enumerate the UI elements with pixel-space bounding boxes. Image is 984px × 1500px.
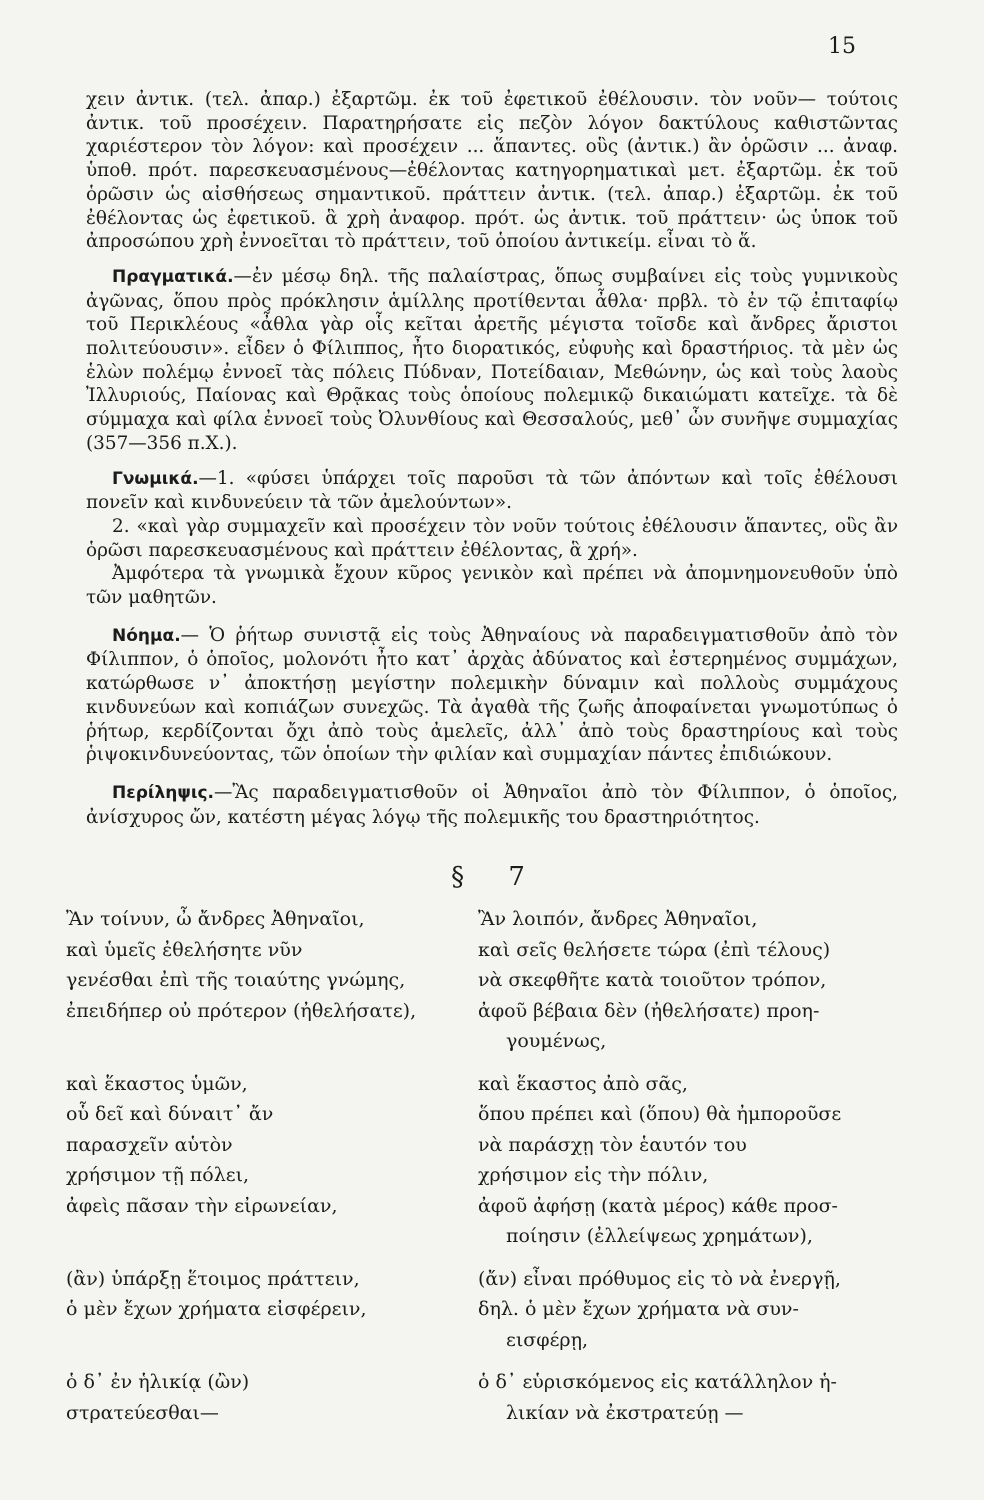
translation-row bbox=[66, 935, 906, 966]
original-text-line: καὶ ὑμεῖς ἐθελήσητε νῦν bbox=[66, 938, 303, 961]
translation-text-line bbox=[478, 1398, 906, 1429]
original-text-line: καὶ ἕκαστος ὑμῶν, bbox=[66, 1072, 248, 1095]
paragraph-text: χειν ἀντικ. (τελ. ἀπαρ.) ἐξαρτῶμ. ἐκ τοῦ ἐφετικοῦ ἐθέλουσιν. τὸν νοῦν— τούτοις ἀντικ. τοῦ προσέχειν. Παρατηρήσατε εἰς πεζὸν λόγον δακτύλους καθιστῶντας χαριέστερον τὸν λόγον: καὶ προσέχειν ... ἅπαντες. οὓς (ἀντικ.) ἂν ὁρῶσιν ... ἀναφ. ὑποθ. πρότ. παρεσκευασμένους—ἐθέλοντας κατηγορηματικαὶ μετ. ἐξαρτῶμ. ἐκ τοῦ ὁρῶσιν ὡς αἰσθήσεως σημαντικοῦ. πράττειν ἀντικ. (τελ. ἀπαρ.) ἐξαρτῶμ. ἐκ τοῦ ἐθέλοντας ὡς ἐφετικοῦ. ἃ χρὴ ἀναφορ. πρότ. ὡς ἀντικ. τοῦ πράττειν· ὡς ὑποκ τοῦ ἀπροσώπου χρὴ ἐννοεῖται τὸ πράττειν, τοῦ ὁποίου ἀντικείμ. εἶναι τὸ ἅ. bbox=[86, 89, 898, 253]
translation-text-line bbox=[478, 996, 906, 1057]
translation-row bbox=[66, 1099, 906, 1130]
translation-continuation: ποίησιν (ἐλλείψεως χρημάτων), bbox=[506, 1225, 813, 1247]
translation-row bbox=[66, 1069, 906, 1100]
original-text-line: γενέσθαι ἐπὶ τῆς τοιαύτης γνώμης, bbox=[66, 969, 406, 991]
translation-row bbox=[66, 1264, 906, 1295]
translation-continuation: γουμένως, bbox=[506, 1030, 607, 1052]
original-text-line: χρήσιμον τῇ πόλει, bbox=[66, 1164, 250, 1186]
translation-row bbox=[66, 1130, 906, 1161]
translation-row bbox=[66, 1367, 906, 1398]
original-text-line: (ἂν) ὑπάρξῃ ἕτοιμος πράττειν, bbox=[66, 1267, 360, 1290]
original-text-line: οὗ δεῖ καὶ δύναιτ᾽ ἄν bbox=[66, 1103, 274, 1125]
maxims-note-paragraph bbox=[86, 562, 898, 609]
maxim-two-paragraph bbox=[86, 515, 898, 562]
translation-text-line bbox=[478, 1069, 906, 1100]
translation-text: καὶ σεῖς θελήσετε τώρα (ἐπὶ τέλους) bbox=[478, 938, 831, 961]
paragraph-text: —ἐν μέσῳ δηλ. τῆς παλαίστρας, ὅπως συμβαίνει εἰς τοὺς γυμνικοὺς ἀγῶνας, ὅπου πρὸς πρόκλησιν ἁμίλλης προτίθενται ἆθλα· πρβλ. τὸ ἐν τῷ ἐπιταφίῳ τοῦ Περικλέους «ἆθλα γὰρ οἷς κεῖται ἀρετῆς μέγιστα τοῖσδε καὶ ἄνδρες ἄριστοι πολιτεύουσιν». εἶδεν ὁ Φίλιππος, ἦτο διορατικός, εὐφυὴς καὶ δραστήριος. τὰ μὲν ὡς ἑλὼν πολέμῳ ἐννοεῖ τὰς πόλεις Πύδναν, Ποτείδαιαν, Μεθώνην, ὡς καὶ τοὺς λαοὺς Ἰλλυριούς, Παίονας καὶ Θρᾷκας τοὺς ὁποίους πολεμικῷ δικαιώματι κατεῖχε. τὰ δὲ σύμμαχα καὶ φίλα ἐννοεῖ τοὺς Ὀλυνθίους καὶ Θεσσαλούς, μεθ᾽ ὧν συνῆψε συμμαχίας (357—356 π.Χ.). bbox=[86, 265, 898, 454]
translation-row bbox=[66, 1398, 906, 1429]
translation-text-line bbox=[478, 1099, 906, 1130]
translation-text: λικίαν νὰ ἐκστρατεύῃ — bbox=[506, 1401, 744, 1424]
original-text-line: ὁ μὲν ἔχων χρήματα εἰσφέρειν, bbox=[66, 1298, 367, 1320]
translation-text-line bbox=[478, 1367, 906, 1398]
translation-text-line bbox=[478, 1294, 906, 1355]
commentary-paragraph bbox=[86, 88, 898, 254]
translation-text: νὰ παράσχῃ τὸν ἑαυτόν του bbox=[478, 1133, 747, 1156]
maxims-paragraph bbox=[86, 467, 898, 515]
translation-text: ἀφοῦ ἀφήσῃ (κατὰ μέρος) κάθε προσ- bbox=[478, 1194, 838, 1217]
translation-text: καὶ ἕκαστος ἀπὸ σᾶς, bbox=[478, 1072, 688, 1095]
translation-text: ἀφοῦ βέβαια δὲν (ἠθελήσατε) προη- bbox=[478, 999, 820, 1022]
translation-text: χρήσιμον εἰς τὴν πόλιν, bbox=[478, 1164, 709, 1186]
paragraph-text: — Ὁ ῥήτωρ συνιστᾷ εἰς τοὺς Ἀθηναίους νὰ παραδειγματισθοῦν ἀπὸ τὸν Φίλιππον, ὁ ὁποῖος, μολονότι ἦτο κατ᾽ ἀρχὰς ἀδύνατος καὶ ἐστερημένος συμμάχων, κατώρθωσε ν᾽ ἀποκτήσῃ μεγίστην πολεμικὴν δύναμιν καὶ πολλοὺς συμμάχους κινδυνεύων καὶ κοπιάζων συνεχῶς. Τὰ ἀγαθὰ τῆς ζωῆς ἀποφαίνεται γνωμοτύπως ὁ ῥήτωρ, κερδίζονται ὄχι ἀπὸ τοὺς ἀμελεῖς, ἀλλ᾽ ἀπὸ τοὺς δραστηρίους καὶ τοὺς ῥιψοκινδυνεύοντας, τῶν ὁποίων τὴν φιλίαν καὶ συμμαχίαν πάντες ἐπιδιώκουν. bbox=[86, 624, 898, 766]
original-text-line: ἐπειδήπερ οὐ πρότερον (ἠθελήσατε), bbox=[66, 999, 417, 1022]
translation-text: ὁ δ᾽ εὑρισκόμενος εἰς κατάλληλον ἡ- bbox=[478, 1371, 837, 1393]
summary-paragraph bbox=[86, 781, 898, 829]
translation-text: (ἄν) εἶναι πρόθυμος εἰς τὸ νὰ ἐνεργῇ, bbox=[478, 1267, 841, 1290]
translation-row bbox=[66, 904, 906, 935]
translation-row bbox=[66, 1191, 906, 1252]
translation-table bbox=[66, 904, 906, 1428]
translation-text-line bbox=[478, 1130, 906, 1161]
commentary-block bbox=[86, 88, 898, 829]
original-text-line: ὁ δ᾽ ἐν ἡλικίᾳ (ὢν) bbox=[66, 1371, 250, 1393]
translation-text: νὰ σκεφθῆτε κατὰ τοιοῦτον τρόπον, bbox=[478, 969, 827, 991]
paragraph-text: Ἀμφότερα τὰ γνωμικὰ ἔχουν κῦρος γενικὸν καὶ πρέπει νὰ ἀπομνημονευθοῦν ὑπὸ τῶν μαθητῶν. bbox=[86, 563, 898, 609]
translation-text-line bbox=[478, 1191, 906, 1252]
translation-text-line bbox=[478, 904, 906, 935]
translation-text-line bbox=[478, 1264, 906, 1295]
translation-row bbox=[66, 1160, 906, 1191]
realia-paragraph bbox=[86, 265, 898, 456]
section-heading-maxims: Γνωμικά. bbox=[112, 468, 199, 489]
translation-text-line bbox=[478, 965, 906, 996]
translation-continuation: εισφέρῃ, bbox=[506, 1328, 589, 1351]
original-text-line: Ἂν τοίνυν, ὦ ἄνδρες Ἀθηναῖοι, bbox=[66, 908, 365, 930]
translation-text-line bbox=[478, 935, 906, 966]
original-text-line: στρατεύεσθαι— bbox=[66, 1401, 219, 1424]
section-heading-realia: Πραγματικά. bbox=[112, 266, 234, 287]
translation-text: ὅπου πρέπει καὶ (ὅπου) θὰ ἠμποροῦσε bbox=[478, 1103, 842, 1125]
translation-row bbox=[66, 1294, 906, 1355]
translation-text-line bbox=[478, 1160, 906, 1191]
section-heading-summary: Περίληψις. bbox=[112, 782, 214, 803]
section-mark: § 7 bbox=[451, 862, 543, 892]
paragraph-text: —Ἂς παραδειγματισθοῦν οἱ Ἀθηναῖοι ἀπὸ τὸν Φίλιππον, ὁ ὁποῖος, ἀνίσχυρος ὤν, κατέστη μέγας λόγῳ τῆς πολεμικῆς του δραστηριότητος. bbox=[86, 781, 898, 828]
translation-text: δηλ. ὁ μὲν ἔχων χρήματα νὰ συν- bbox=[478, 1298, 799, 1320]
translation-row bbox=[66, 965, 906, 996]
page-number: 15 bbox=[828, 34, 856, 59]
section-heading-meaning: Νόημα. bbox=[112, 625, 181, 646]
paragraph-text: —1. «φύσει ὑπάρχει τοῖς παροῦσι τὰ τῶν ἀπόντων καὶ τοῖς ἐθέλουσι πονεῖν καὶ κινδυνεύειν τὰ τῶν ἀμελούντων». bbox=[86, 467, 898, 514]
paragraph-text: 2. «καὶ γὰρ συμμαχεῖν καὶ προσέχειν τὸν νοῦν τούτοις ἐθέλουσιν ἅπαντες, οὓς ἂν ὁρῶσι παρεσκευασμένους καὶ πράττειν ἐθέλοντας, ἃ χρή». bbox=[86, 515, 898, 561]
original-text-line: ἀφεὶς πᾶσαν τὴν εἰρωνείαν, bbox=[66, 1194, 338, 1217]
translation-row bbox=[66, 996, 906, 1057]
original-text-line: παρασχεῖν αὑτὸν bbox=[66, 1133, 233, 1156]
meaning-paragraph bbox=[86, 624, 898, 767]
translation-text: Ἂν λοιπόν, ἄνδρες Ἀθηναῖοι, bbox=[478, 908, 758, 930]
